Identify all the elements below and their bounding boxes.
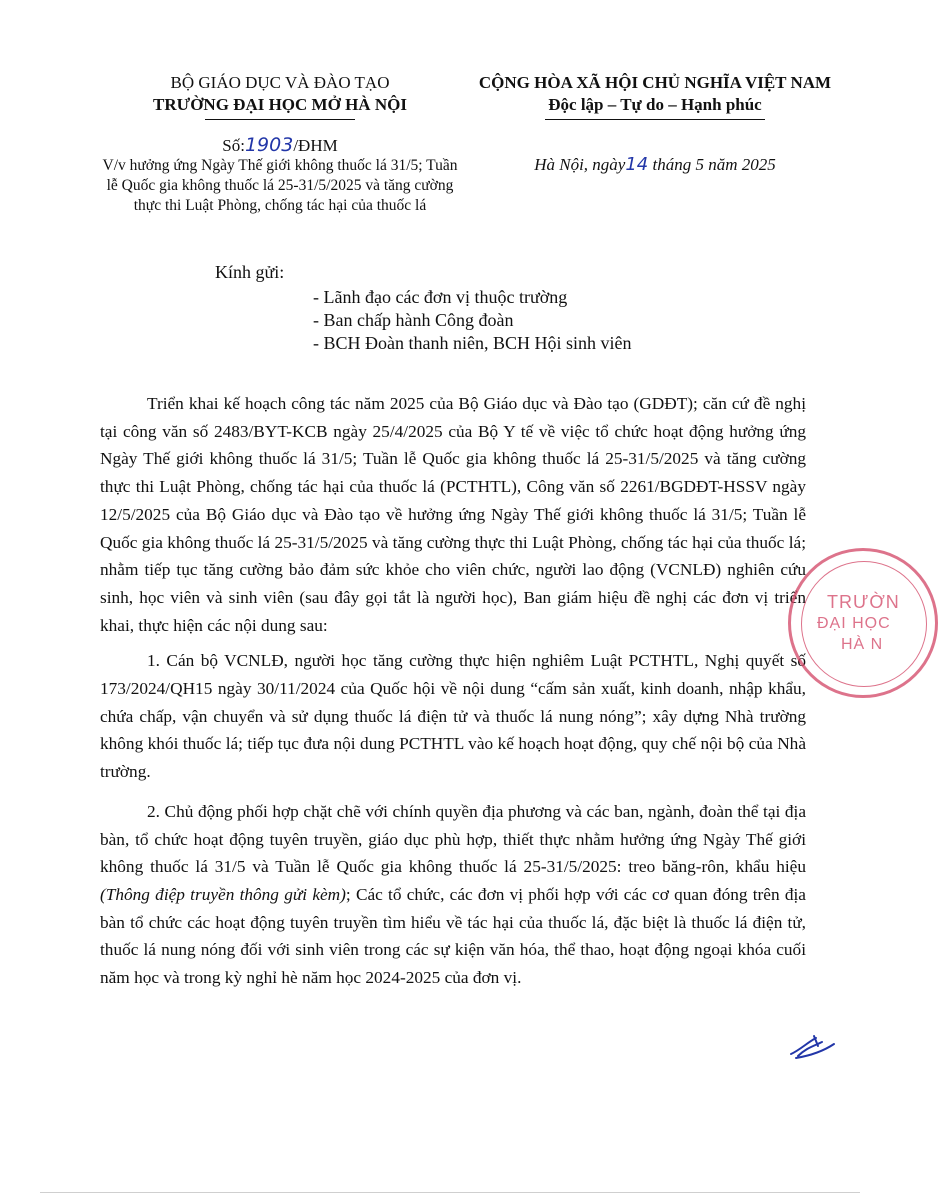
handwritten-initial: [788, 1032, 838, 1062]
item-2-italic-note: (Thông điệp truyền thông gửi kèm): [100, 884, 346, 904]
doc-number-handwritten: 1903: [244, 134, 294, 156]
issuer-header: [100, 72, 460, 120]
ministry-name: BỘ GIÁO DỤC VÀ ĐÀO TẠO: [170, 73, 390, 92]
recipient-item: - Ban chấp hành Công đoàn: [313, 310, 514, 330]
recipient-item: - BCH Đoàn thanh niên, BCH Hội sinh viên: [313, 333, 632, 353]
seal-text-line: HÀ N: [841, 636, 884, 653]
item-2-text-b: ; Các tổ chức, các đơn vị phối hợp với các cơ quan đóng trên địa bàn tổ chức các hoạt động tuyên truyền tìm hiểu về tác hại của thuốc lá, đặc biệt là thuốc lá điện tử, thuốc lá nung nóng đối với sinh viên trong các sự kiện văn hóa, thể thao, hoạt động ngoại khóa cuối năm học và trong kỳ nghỉ hè năm học 2024-2025 của đơn vị.: [100, 884, 806, 988]
national-header: [455, 72, 855, 120]
nation-title: CỘNG HÒA XÃ HỘI CHỦ NGHĨA VIỆT NAM: [478, 73, 832, 92]
seal-text-line: ĐẠI HỌC: [817, 615, 891, 632]
official-seal: [788, 548, 938, 698]
school-name: TRƯỜNG ĐẠI HỌC MỞ HÀ NỘI: [153, 95, 407, 114]
doc-number-suffix: /ĐHM: [293, 136, 338, 155]
document-body: [100, 390, 806, 1004]
recipient-list: [313, 286, 631, 355]
date-line: [455, 154, 855, 175]
date-prefix: Hà Nội, ngày: [534, 155, 626, 174]
school-underline: [205, 119, 355, 120]
seal-text-line: TRƯỜN: [827, 592, 900, 612]
recipient-item: - Lãnh đạo các đơn vị thuộc trường: [313, 287, 568, 307]
scan-edge-line: [40, 1192, 860, 1193]
document-subject: V/v hưởng ứng Ngày Thế giới không thuốc lá 31/5; Tuần lễ Quốc gia không thuốc lá 25-31/5/2025 và tăng cường thực thi Luật Phòng, chống tác hại của thuốc lá: [102, 157, 458, 214]
date-day-handwritten: 14: [625, 154, 649, 175]
greeting: Kính gửi:: [215, 262, 285, 282]
body-paragraph-item-2: [100, 798, 806, 992]
motto-underline: [545, 119, 765, 120]
body-paragraph-intro: Triển khai kế hoạch công tác năm 2025 của Bộ Giáo dục và Đào tạo (GDĐT); căn cứ đề nghị tại công văn số 2483/BYT-KCB ngày 25/4/2025 của Bộ Y tế về việc tổ chức hoạt động hưởng ứng Ngày Thế giới không thuốc lá 31/5; Tuần lễ Quốc gia không thuốc lá 25-31/5/2025 và tăng cường thực thi Luật Phòng, chống tác hại của thuốc lá (PCTHTL), Công văn số 2261/BGDĐT-HSSV ngày 12/5/2025 của Bộ Giáo dục và Đào tạo về hưởng ứng Ngày Thế giới không thuốc lá 31/5; Tuần lễ Quốc gia không thuốc lá 25-31/5/2025 và tăng cường thực thi Luật Phòng, chống tác hại của thuốc lá; nhằm tiếp tục tăng cường bảo đảm sức khỏe cho viên chức, người lao động (VCNLĐ) nghiên cứu sinh, học viên và sinh viên (sau đây gọi tắt là người học), Ban giám hiệu đề nghị các đơn vị triển khai, thực hiện các nội dung sau:: [100, 394, 806, 635]
national-motto: Độc lập – Tự do – Hạnh phúc: [548, 95, 762, 114]
item-2-text-a: 2. Chủ động phối hợp chặt chẽ với chính quyền địa phương và các ban, ngành, đoàn thể tại địa bàn, tổ chức hoạt động tuyên truyền, giáo dục phù hợp, thiết thực nhằm hưởng ứng Ngày Thế giới không thuốc lá 31/5 và Tuần lễ Quốc gia không thuốc lá 25-31/5/2025: treo băng-rôn, khẩu hiệu: [100, 801, 806, 877]
document-number: [100, 134, 460, 156]
body-paragraph-item-1: 1. Cán bộ VCNLĐ, người học tăng cường thực hiện nghiêm Luật PCTHTL, Nghị quyết số 173/2024/QH15 ngày 30/11/2024 của Quốc hội về nội dung “cấm sản xuất, kinh doanh, nhập khẩu, chứa chấp, vận chuyển và sử dụng thuốc lá điện tử và thuốc lá nung nóng”; xây dựng Nhà trường không khói thuốc lá; tiếp tục đưa nội dung PCTHTL vào kế hoạch hoạt động, quy chế nội bộ của Nhà trường.: [100, 651, 806, 782]
doc-number-prefix: Số:: [222, 136, 245, 155]
date-suffix: tháng 5 năm 2025: [652, 155, 776, 174]
